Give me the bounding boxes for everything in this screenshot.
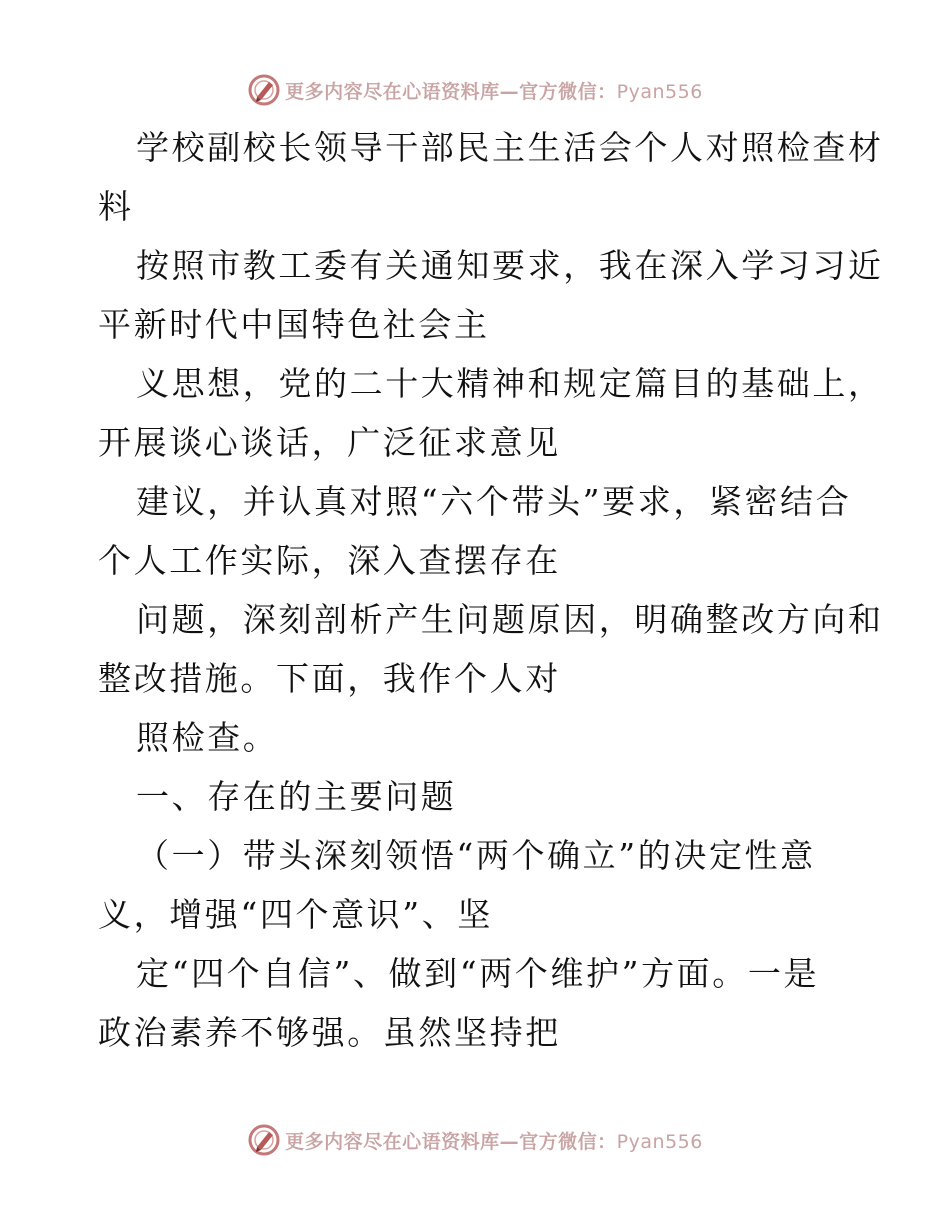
watermark-text: 更多内容尽在心语资料库—官方微信：Pyan556 [285, 1130, 703, 1153]
text-line: 按照市教工委有关通知要求，我在深入学习习近 [136, 246, 884, 285]
text-line: 政治素养不够强。虽然坚持把 [98, 1013, 561, 1052]
pen-circle-logo-icon [247, 1123, 281, 1157]
text-line: 个人工作实际，深入查摆存在 [98, 541, 561, 580]
watermark-text: 更多内容尽在心语资料库—官方微信：Pyan556 [285, 80, 703, 103]
header-watermark [0, 70, 950, 110]
document-body [98, 118, 884, 1062]
text-line: 平新时代中国特色社会主 [98, 305, 490, 344]
text-line: （一）带头深刻领悟“两个确立”的决定性意 [136, 836, 816, 875]
document-paragraph [98, 118, 884, 1062]
pen-circle-logo-icon [247, 73, 281, 107]
footer-watermark [0, 1120, 950, 1160]
text-line: 定“四个自信”、做到“两个维护”方面。一是 [136, 954, 820, 993]
text-line: 义，增强“四个意识”、坚 [98, 895, 493, 934]
text-line: 建议，并认真对照“六个带头”要求，紧密结合 [136, 482, 852, 521]
text-line: 一、存在的主要问题 [136, 777, 457, 816]
text-line: 问题，深刻剖析产生问题原因，明确整改方向和 [136, 600, 884, 639]
text-line: 义思想，党的二十大精神和规定篇目的基础上， [136, 364, 884, 403]
text-line: 料 [98, 187, 134, 226]
text-line: 开展谈心谈话，广泛征求意见 [98, 423, 561, 462]
text-line: 照检查。 [136, 718, 279, 757]
text-line: 整改措施。下面，我作个人对 [98, 659, 561, 698]
text-line: 学校副校长领导干部民主生活会个人对照检查材 [136, 128, 884, 167]
